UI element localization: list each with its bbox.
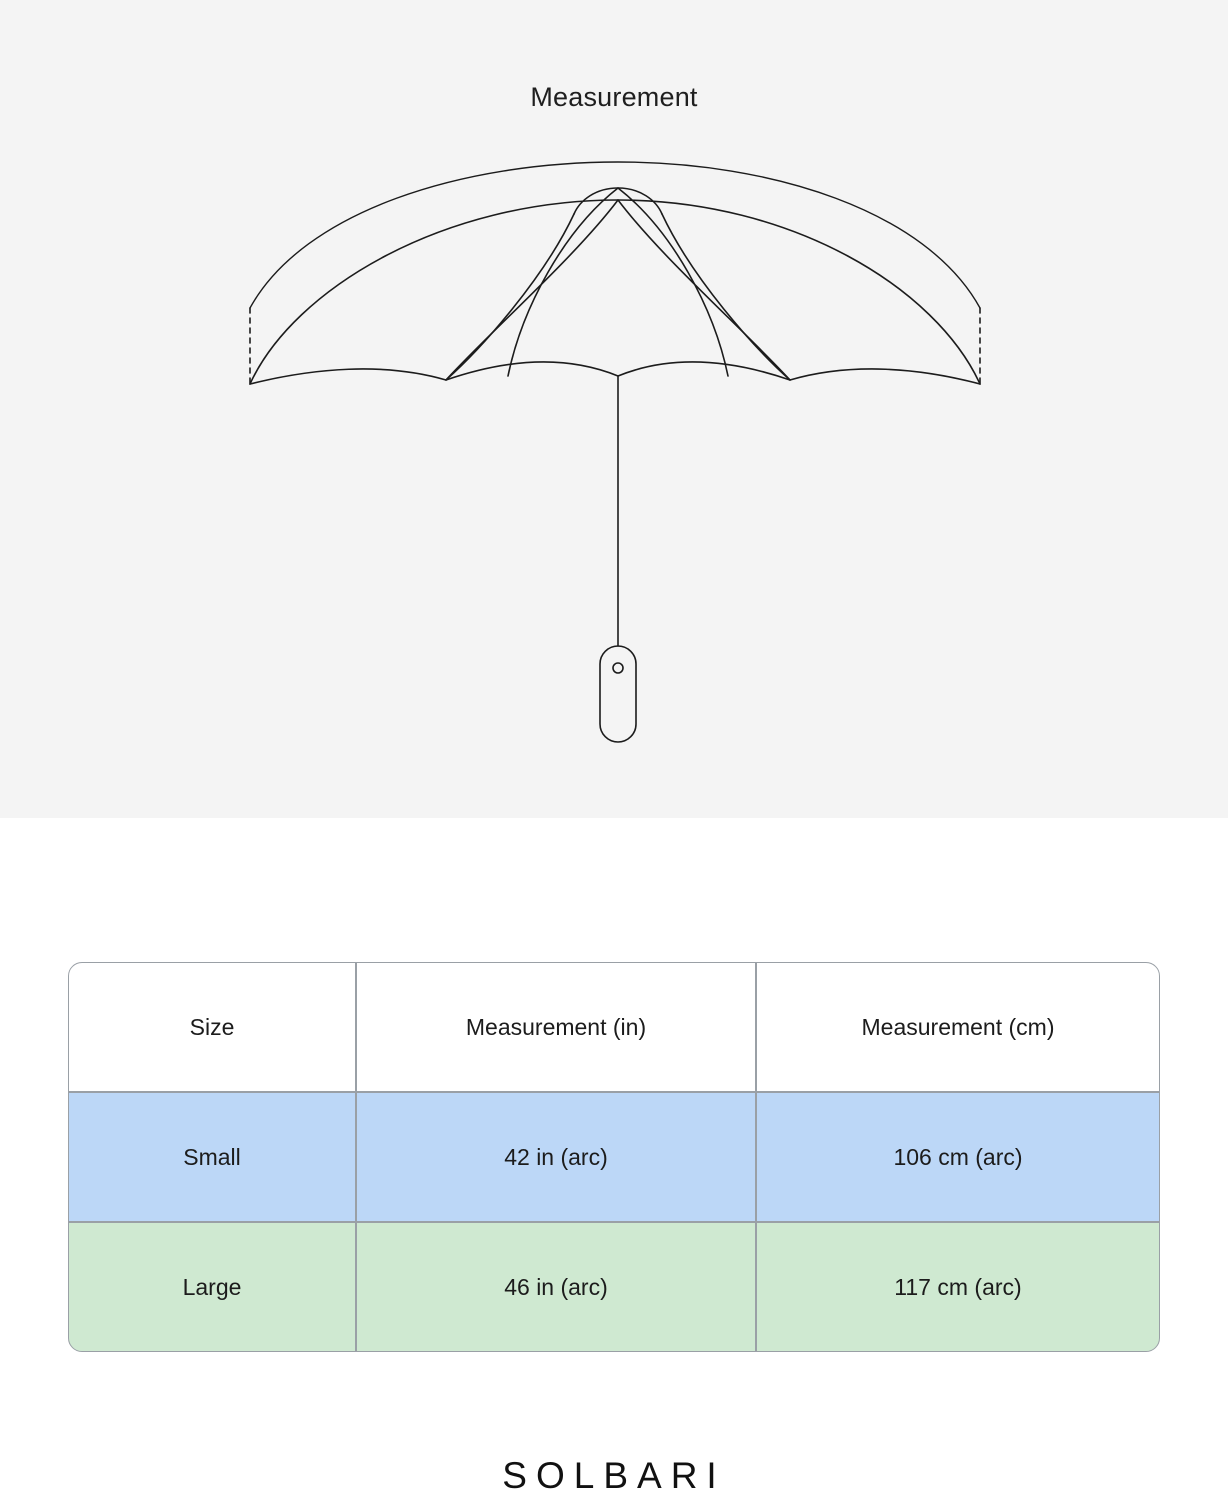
- table-row: [68, 1222, 1160, 1352]
- column-header-size: Size: [68, 962, 356, 1092]
- table-header-row: [68, 962, 1160, 1092]
- cell-inches-small: 42 in (arc): [356, 1092, 756, 1222]
- diagram-title: Measurement: [530, 82, 698, 112]
- canopy-rib-right-outer: [618, 200, 790, 380]
- size-table: [68, 962, 1160, 1352]
- column-header-measurement-in: Measurement (in): [356, 962, 756, 1092]
- handle-hole: [613, 663, 623, 673]
- brand-wordmark: SOLBARI: [502, 1455, 726, 1496]
- cell-size-large: Large: [68, 1222, 356, 1352]
- table-row: [68, 1092, 1160, 1222]
- canopy-panel-line-left: [446, 214, 574, 380]
- size-table-wrap: [68, 962, 1160, 1352]
- canopy-scallop-edge: [250, 362, 980, 384]
- arc-measure-line: [250, 162, 980, 308]
- column-header-measurement-cm: Measurement (cm): [756, 962, 1160, 1092]
- canopy-outline: [250, 200, 980, 384]
- canopy-segment-right: [618, 188, 728, 376]
- cell-inches-large: 46 in (arc): [356, 1222, 756, 1352]
- cell-size-small: Small: [68, 1092, 356, 1222]
- umbrella-handle: [600, 646, 636, 742]
- canopy-segment-left: [508, 188, 618, 376]
- cell-cm-small: 106 cm (arc): [756, 1092, 1160, 1222]
- cell-cm-large: 117 cm (arc): [756, 1222, 1160, 1352]
- umbrella-diagram: [214, 138, 1014, 778]
- canopy-panel-line-right: [662, 214, 790, 380]
